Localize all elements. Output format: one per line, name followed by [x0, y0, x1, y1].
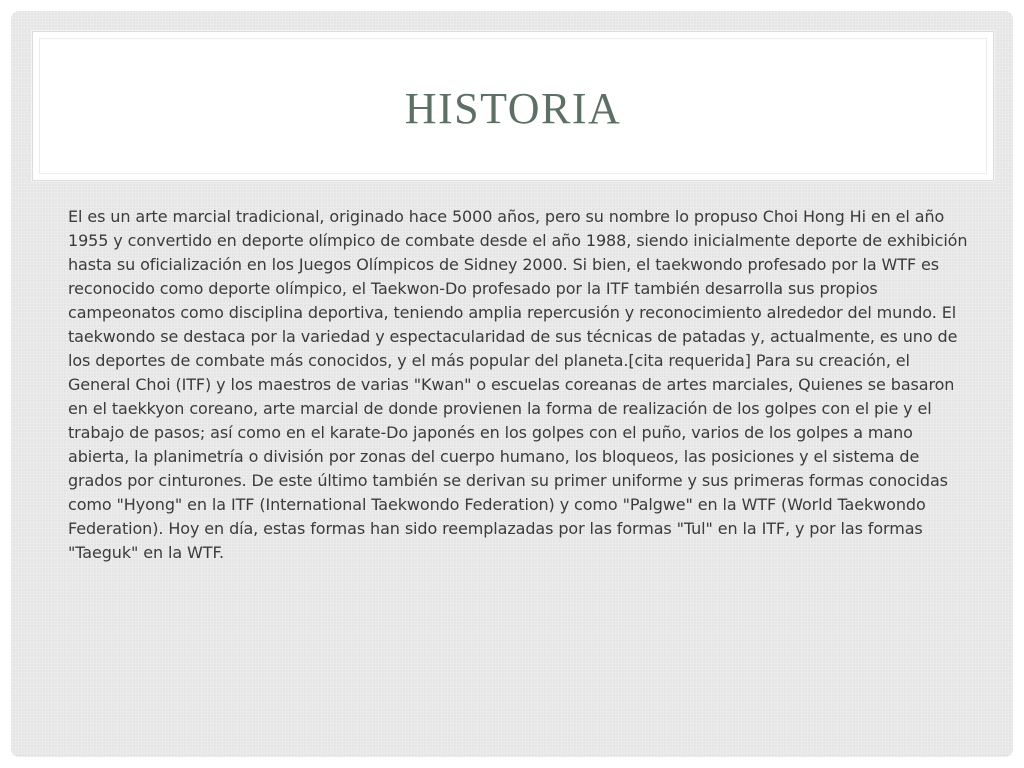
slide-title: HISTORIA	[404, 83, 622, 133]
title-band	[32, 31, 994, 181]
slide-body-text: El es un arte marcial tradicional, originado hace 5000 años, pero su nombre lo propuso Choi Hong Hi en el año 1955 y convertido en deporte olímpico de combate desde el año 1988, siendo inicialmente deporte de exhibición hasta su oficialización en los Juegos Olímpicos de Sidney 2000. Si bien, el taekwondo profesado por la WTF es reconocido como deporte olímpico, el Taekwon-Do profesado por la ITF también desarrolla sus propios campeonatos como disciplina deportiva, teniendo amplia repercusión y reconocimiento alrededor del mundo. El taekwondo se destaca por la variedad y espectacularidad de sus técnicas de patadas y, actualmente, es uno de los deportes de combate más conocidos, y el más popular del planeta.[cita requerida] Para su creación, el General Choi (ITF) y los maestros de varias "Kwan" o escuelas coreanas de artes marciales, Quienes se basaron en el taekkyon coreano, arte marcial de donde provienen la forma de realización de los golpes con el pie y el trabajo de pasos; así como en el karate-Do japonés en los golpes con el puño, varios de los golpes a mano abierta, la planimetría o división por zonas del cuerpo humano, los bloqueos, las posiciones y el sistema de grados por cinturones. De este último también se derivan su primer uniforme y sus primeras formas conocidas como "Hyong" en la ITF (International Taekwondo Federation) y como "Palgwe" en la WTF (World Taekwondo Federation). Hoy en día, estas formas han sido reemplazadas por las formas "Tul" en la ITF, y por las formas "Taeguk" en la WTF.	[68, 207, 968, 562]
slide	[11, 11, 1013, 757]
